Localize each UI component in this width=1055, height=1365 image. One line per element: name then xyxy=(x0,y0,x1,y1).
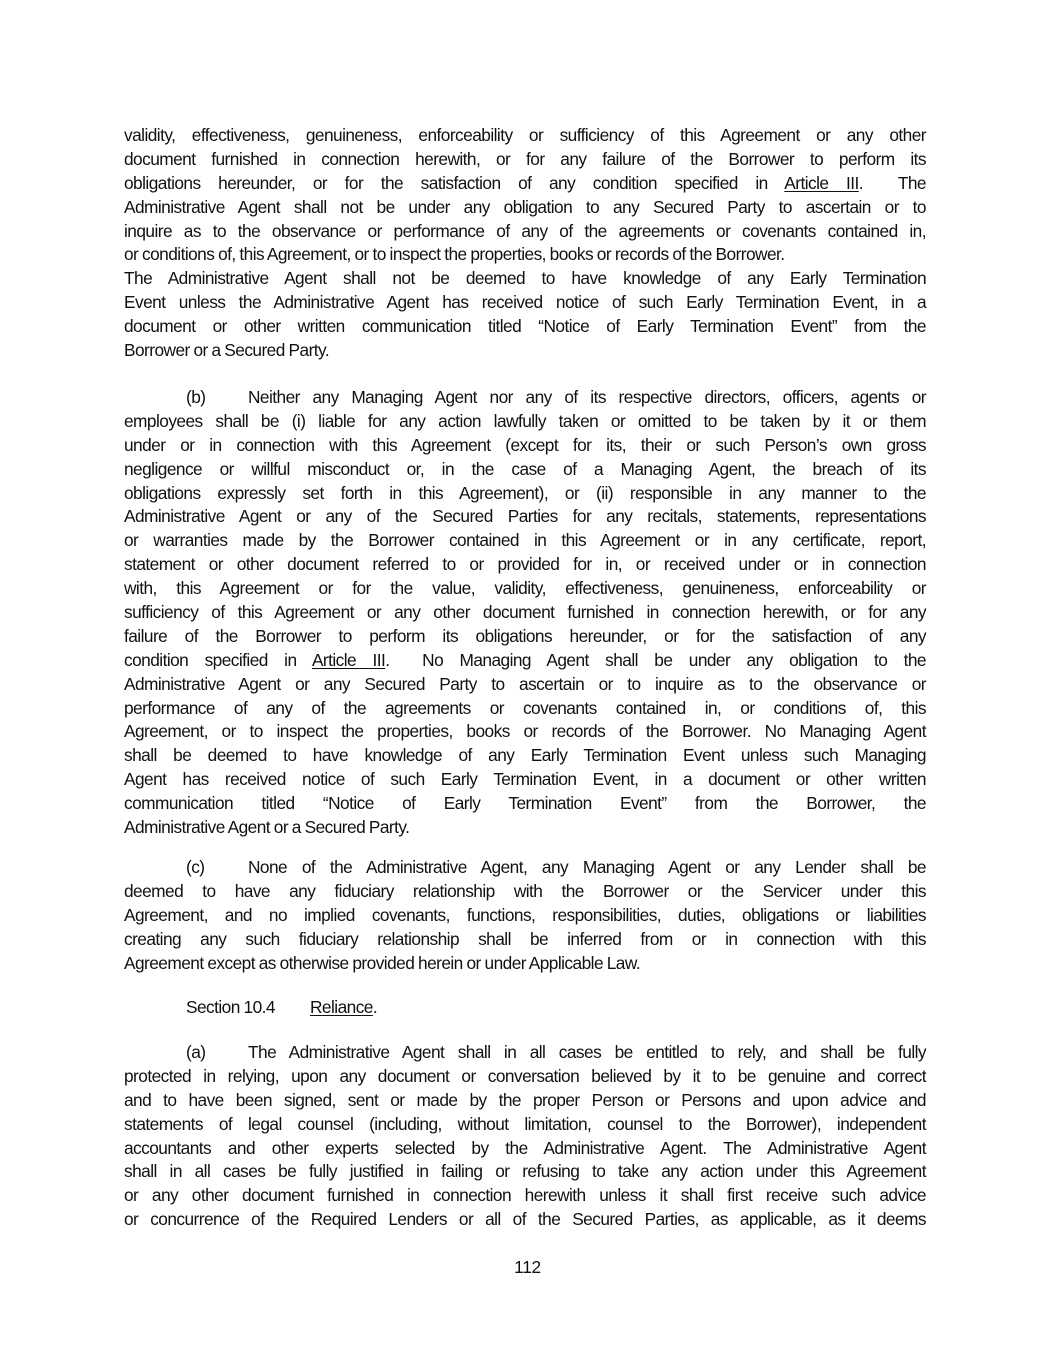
text-line: shall in all cases be fully justified in failing or refusing to take any action under this Agreement xyxy=(124,1161,926,1182)
text-line: creating any such fiduciary relationship shall be inferred from or in connection with this xyxy=(124,928,926,949)
text-line: condition specified in Article III. No Managing Agent shall be under any obligation to the xyxy=(124,649,926,670)
text-line: document furnished in connection herewith, or for any failure of the Borrower to perform its xyxy=(124,148,926,169)
text-line: The Administrative Agent shall not be deemed to have knowledge of any Early Termination xyxy=(124,268,926,289)
text-line: (b) Neither any Managing Agent nor any of its respective directors, officers, agents or xyxy=(124,386,926,410)
text-line: Agreement except as otherwise provided herein or under Applicable Law. xyxy=(124,952,641,973)
text-line: under or in connection with this Agreement (except for its, their or such Person’s own gross xyxy=(124,434,926,455)
text-line: statement or other document referred to or provided for in, or received under or in connection xyxy=(124,554,926,575)
text-line: Administrative Agent or any of the Secured Parties for any recitals, statements, representations xyxy=(124,506,926,527)
text-line: with, this Agreement or for the value, validity, effectiveness, genuineness, enforceability or xyxy=(124,578,926,599)
text-line: Agent has received notice of such Early Termination Event, in a document or other written xyxy=(124,769,926,790)
article-iii-reference: Article III xyxy=(784,172,859,193)
text-line: (a) The Administrative Agent shall in all cases be entitled to rely, and shall be fully xyxy=(124,1041,926,1065)
text-line: and to have been signed, sent or made by the proper Person or Persons and upon advice and xyxy=(124,1089,926,1110)
text-line: or concurrence of the Required Lenders or all of the Secured Parties, as applicable, as it deems xyxy=(124,1209,926,1230)
text-line: communication titled “Notice of Early Termination Event” from the Borrower, the xyxy=(124,793,926,814)
text-line: Borrower or a Secured Party. xyxy=(124,340,330,361)
text-line: sufficiency of this Agreement or any other document furnished in connection herewith, or for any xyxy=(124,602,926,623)
section-title: Section 10.4 Reliance. xyxy=(124,996,926,1020)
paragraph-label: (c) xyxy=(186,857,205,877)
text-line: obligations expressly set forth in this Agreement), or (ii) responsible in any manner to the xyxy=(124,482,926,503)
paragraph-c xyxy=(124,856,926,975)
text-line: Administrative Agent or a Secured Party. xyxy=(124,817,410,838)
text-line: document or other written communication titled “Notice of Early Termination Event” from the xyxy=(124,316,926,337)
text-line: Agreement, and no implied covenants, functions, responsibilities, duties, obligations or liabilities xyxy=(124,904,926,925)
paragraph-a-continued xyxy=(124,124,926,363)
page-number: 112 xyxy=(514,1257,541,1277)
text-line: negligence or willful misconduct or, in the case of a Managing Agent, the breach of its xyxy=(124,458,926,479)
text-line: Agreement, or to inspect the properties, books or records of the Borrower. No Managing Agent xyxy=(124,721,926,742)
section-name: Reliance xyxy=(310,997,373,1017)
text-line: (c) None of the Administrative Agent, any Managing Agent or any Lender shall be xyxy=(124,856,926,880)
paragraph-b xyxy=(124,386,926,840)
text-line: statements of legal counsel (including, without limitation, counsel to the Borrower), independent xyxy=(124,1113,926,1134)
text-line: protected in relying, upon any document or conversation believed by it to be genuine and correct xyxy=(124,1065,926,1086)
text-line: accountants and other experts selected by the Administrative Agent. The Administrative Agent xyxy=(124,1137,926,1158)
text-line: or warranties made by the Borrower contained in this Agreement or in any certificate, report, xyxy=(124,530,926,551)
text-line: or conditions of, this Agreement, or to inspect the properties, books or records of the Borrower. xyxy=(124,244,785,265)
text-line: obligations hereunder, or for the satisfaction of any condition specified in Article III. The xyxy=(124,172,926,193)
text-line: failure of the Borrower to perform its obligations hereunder, or for the satisfaction of any xyxy=(124,625,926,646)
section-heading xyxy=(124,996,926,1020)
section-number: Section 10.4 xyxy=(186,997,275,1017)
text-line: employees shall be (i) liable for any action lawfully taken or omitted to be taken by it or them xyxy=(124,410,926,431)
text-line: Event unless the Administrative Agent has received notice of such Early Termination Event, in a xyxy=(124,292,926,313)
text-line: validity, effectiveness, genuineness, enforceability or sufficiency of this Agreement or any other xyxy=(124,125,926,145)
text-line: inquire as to the observance or performance of any of the agreements or covenants contained in, xyxy=(124,220,926,241)
text-line: performance of any of the agreements or covenants contained in, or conditions of, this xyxy=(124,697,926,718)
text-line: deemed to have any fiduciary relationship with the Borrower or the Servicer under this xyxy=(124,880,926,901)
text-line: or any other document furnished in connection herewith unless it shall first receive such advice xyxy=(124,1185,926,1206)
article-iii-reference: Article III xyxy=(311,649,386,670)
text-line: shall be deemed to have knowledge of any Early Termination Event unless such Managing xyxy=(124,745,926,766)
text-line: Administrative Agent shall not be under any obligation to any Secured Party to ascertain or to xyxy=(124,196,926,217)
paragraph-label: (a) xyxy=(186,1042,206,1062)
paragraph-label: (b) xyxy=(186,387,206,407)
text-line: Administrative Agent or any Secured Party to ascertain or to inquire as to the observance or xyxy=(124,673,926,694)
paragraph-reliance-a xyxy=(124,1041,926,1232)
